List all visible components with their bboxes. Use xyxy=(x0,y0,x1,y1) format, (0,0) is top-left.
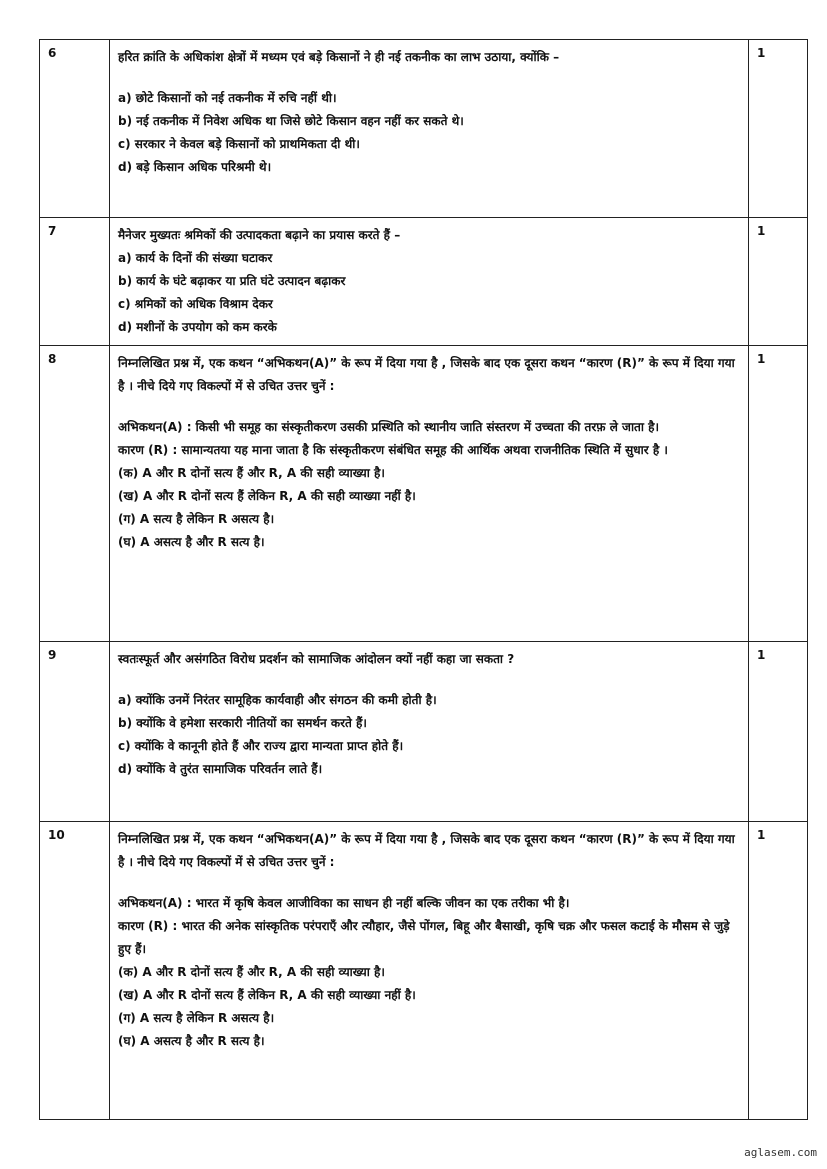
question-number: 8 xyxy=(40,346,110,642)
question-marks: 1 xyxy=(749,218,808,346)
option: (क) A और R दोनों सत्य हैं और R, A की सही व्याख्या है। xyxy=(118,965,385,979)
question-number: 6 xyxy=(40,40,110,218)
option: b) क्योंकि वे हमेशा सरकारी नीतियों का समर्थन करते हैं। xyxy=(118,716,367,730)
assertion: अभिकथन(A) : भारत में कृषि केवल आजीविका का साधन ही नहीं बल्कि जीवन का एक तरीका भी है। xyxy=(118,896,570,910)
question-content xyxy=(110,218,749,346)
option: (ख) A और R दोनों सत्य हैं लेकिन R, A की सही व्याख्या नहीं है। xyxy=(118,489,416,503)
question-stem: स्वतःस्फूर्त और असंगठित विरोध प्रदर्शन को सामाजिक आंदोलन क्यों नहीं कहा जा सकता ? xyxy=(118,652,515,666)
question-row xyxy=(40,346,808,642)
question-content xyxy=(110,40,749,218)
question-marks: 1 xyxy=(749,346,808,642)
option: a) कार्य के दिनों की संख्या घटाकर xyxy=(118,251,273,265)
option: d) बड़े किसान अधिक परिश्रमी थे। xyxy=(118,160,272,174)
question-content xyxy=(110,642,749,822)
option: (घ) A असत्य है और R सत्य है। xyxy=(118,535,265,549)
option: a) छोटे किसानों को नई तकनीक में रुचि नहीं थी। xyxy=(118,91,337,105)
question-stem: निम्नलिखित प्रश्न में, एक कथन “अभिकथन(A)” के रूप में दिया गया है , जिसके बाद एक दूसरा कथन “कारण (R)” के रूप में दिया गया है । नीचे दिये गए विकल्पों में से उचित उत्तर चुनें : xyxy=(118,832,735,869)
option: (क) A और R दोनों सत्य हैं और R, A की सही व्याख्या है। xyxy=(118,466,385,480)
option: b) नई तकनीक में निवेश अधिक था जिसे छोटे किसान वहन नहीं कर सकते थे। xyxy=(118,114,464,128)
option: (ग) A सत्य है लेकिन R असत्य है। xyxy=(118,512,275,526)
question-number: 7 xyxy=(40,218,110,346)
question-content xyxy=(110,822,749,1120)
question-row xyxy=(40,218,808,346)
option: c) श्रमिकों को अधिक विश्राम देकर xyxy=(118,297,273,311)
assertion: अभिकथन(A) : किसी भी समूह का संस्कृतीकरण उसकी प्रस्थिति को स्थानीय जाति संस्तरण में उच्चता की तरफ़ ले जाता है। xyxy=(118,420,660,434)
question-number: 9 xyxy=(40,642,110,822)
question-stem: हरित क्रांति के अधिकांश क्षेत्रों में मध्यम एवं बड़े किसानों ने ही नई तकनीक का लाभ उठाया, क्योंकि – xyxy=(118,50,560,64)
question-row xyxy=(40,642,808,822)
option: a) क्योंकि उनमें निरंतर सामूहिक कार्यवाही और संगठन की कमी होती है। xyxy=(118,693,437,707)
question-row xyxy=(40,40,808,218)
option: c) क्योंकि वे कानूनी होते हैं और राज्य द्वारा मान्यता प्राप्त होते हैं। xyxy=(118,739,404,753)
question-row xyxy=(40,822,808,1120)
site-watermark: aglasem.com xyxy=(744,1146,817,1159)
option: d) क्योंकि वे तुरंत सामाजिक परिवर्तन लाते हैं। xyxy=(118,762,323,776)
option: b) कार्य के घंटे बढ़ाकर या प्रति घंटे उत्पादन बढ़ाकर xyxy=(118,274,346,288)
option: (घ) A असत्य है और R सत्य है। xyxy=(118,1034,265,1048)
option: c) सरकार ने केवल बड़े किसानों को प्राथमिकता दी थी। xyxy=(118,137,360,151)
question-marks: 1 xyxy=(749,822,808,1120)
question-marks: 1 xyxy=(749,642,808,822)
reason: कारण (R) : भारत की अनेक सांस्कृतिक परंपराएँ और त्यौहार, जैसे पोंगल, बिहू और बैसाखी, कृषि चक्र और फसल कटाई के मौसम से जुड़े हुए हैं। xyxy=(118,919,730,956)
option: d) मशीनों के उपयोग को कम करके xyxy=(118,320,277,334)
question-content xyxy=(110,346,749,642)
question-marks: 1 xyxy=(749,40,808,218)
reason: कारण (R) : सामान्यतया यह माना जाता है कि संस्कृतीकरण संबंधित समूह की आर्थिक अथवा राजनीतिक स्थिति में सुधार है । xyxy=(118,443,668,457)
question-stem: मैनेजर मुख्यतः श्रमिकों की उत्पादकता बढ़ाने का प्रयास करते हैं – xyxy=(118,228,401,242)
option: (ग) A सत्य है लेकिन R असत्य है। xyxy=(118,1011,275,1025)
question-table xyxy=(39,39,808,1120)
question-number: 10 xyxy=(40,822,110,1120)
option: (ख) A और R दोनों सत्य हैं लेकिन R, A की सही व्याख्या नहीं है। xyxy=(118,988,416,1002)
question-stem: निम्नलिखित प्रश्न में, एक कथन “अभिकथन(A)” के रूप में दिया गया है , जिसके बाद एक दूसरा कथन “कारण (R)” के रूप में दिया गया है । नीचे दिये गए विकल्पों में से उचित उत्तर चुनें : xyxy=(118,356,735,393)
